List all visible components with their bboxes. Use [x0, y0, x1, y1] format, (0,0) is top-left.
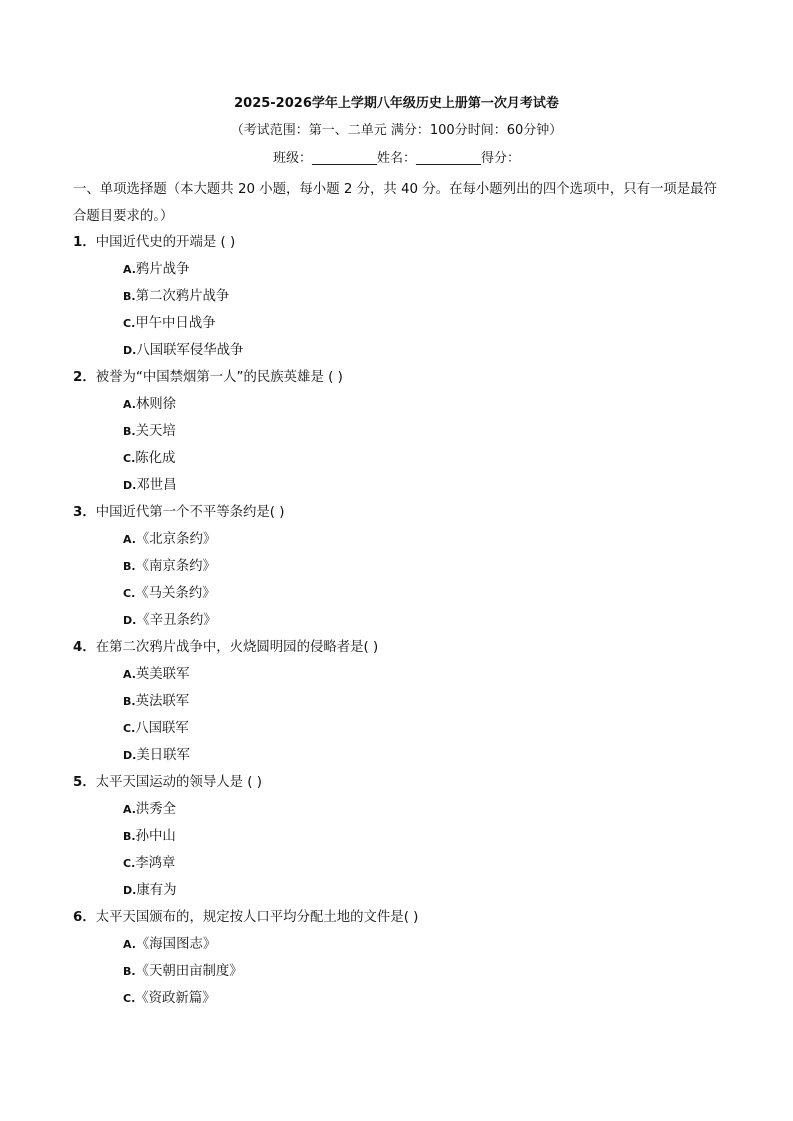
question-number: 2． [73, 370, 96, 385]
option-text: 关天培 [135, 424, 176, 439]
question-number: 3． [73, 505, 96, 520]
question-text: 在第二次鸦片战争中，火烧圆明园的侵略者是( ) [95, 640, 379, 655]
option-letter: A. [123, 668, 136, 681]
option-letter: A. [123, 938, 136, 951]
answer-option [73, 526, 723, 553]
option-letter: C. [123, 722, 136, 735]
exam-title: 2025-2026学年上学期八年级历史上册第一次月考试卷 [234, 96, 559, 111]
question-number: 5． [73, 775, 96, 790]
option-letter: C. [123, 452, 136, 465]
option-text: 八国联军 [135, 721, 189, 736]
option-text: 鸦片战争 [135, 262, 190, 277]
answer-option [73, 472, 723, 499]
answer-option [73, 607, 723, 634]
answer-option [73, 337, 723, 364]
question-stem [73, 904, 723, 931]
option-text: 李鸿章 [135, 856, 176, 871]
option-letter: A. [123, 398, 136, 411]
option-text: 《马关条约》 [135, 586, 216, 601]
option-text: 《天朝田亩制度》 [135, 964, 243, 979]
option-text: 《南京条约》 [135, 559, 216, 574]
question-item [73, 769, 723, 904]
option-text: 《资政新篇》 [135, 991, 216, 1006]
option-letter: D. [123, 344, 137, 357]
question-stem [73, 499, 723, 526]
question-item [73, 904, 723, 1012]
answer-option [73, 742, 723, 769]
option-text: 第二次鸦片战争 [135, 289, 230, 304]
question-item [73, 499, 723, 634]
question-text: 太平天国运动的领导人是 ( ) [95, 775, 262, 790]
option-text: 英美联军 [135, 667, 190, 682]
section-heading: 一、单项选择题（本大题共 20 小题，每小题 2 分，共 40 分。在每小题列出的四个选项中，只有一项是最符合题目要求的。） [73, 182, 717, 224]
option-letter: D. [123, 614, 137, 627]
question-item [73, 229, 723, 364]
question-text: 太平天国颁布的，规定按人口平均分配土地的文件是( ) [95, 910, 419, 925]
answer-option [73, 985, 723, 1012]
option-text: 八国联军侵华战争 [136, 343, 244, 358]
option-letter: C. [123, 587, 136, 600]
answer-option [73, 715, 723, 742]
answer-option [73, 796, 723, 823]
answer-option [73, 823, 723, 850]
answer-option [73, 877, 723, 904]
option-letter: C. [123, 317, 136, 330]
answer-option [73, 256, 723, 283]
option-text: 《海国图志》 [135, 937, 217, 952]
answer-option [73, 850, 723, 877]
option-text: 洪秀全 [135, 802, 177, 817]
option-letter: B. [123, 290, 136, 303]
answer-option [73, 445, 723, 472]
option-letter: D. [123, 884, 137, 897]
question-stem [73, 229, 723, 256]
question-stem [73, 364, 723, 391]
answer-option [73, 310, 723, 337]
answer-option [73, 580, 723, 607]
option-letter: C. [123, 992, 136, 1005]
question-list [73, 229, 723, 1012]
option-letter: B. [123, 425, 136, 438]
option-letter: B. [123, 965, 136, 978]
option-letter: D. [123, 749, 137, 762]
option-text: 陈化成 [135, 451, 176, 466]
option-letter: B. [123, 560, 136, 573]
question-stem [73, 769, 723, 796]
option-text: 孙中山 [135, 829, 176, 844]
question-item [73, 634, 723, 769]
option-letter: A. [123, 263, 136, 276]
option-text: 甲午中日战争 [135, 316, 216, 331]
option-letter: C. [123, 857, 136, 870]
answer-option [73, 931, 723, 958]
student-info-line: 班级：__________姓名：__________得分： [272, 151, 520, 166]
option-letter: A. [123, 803, 136, 816]
option-text: 美日联军 [136, 748, 190, 763]
option-text: 《辛丑条约》 [136, 613, 217, 628]
answer-option [73, 958, 723, 985]
option-letter: A. [123, 533, 136, 546]
answer-option [73, 553, 723, 580]
question-number: 4． [73, 640, 96, 655]
option-text: 康有为 [136, 883, 177, 898]
option-text: 邓世昌 [136, 478, 177, 493]
option-text: 英法联军 [135, 694, 190, 709]
option-letter: D. [123, 479, 137, 492]
answer-option [73, 283, 723, 310]
question-text: 中国近代史的开端是 ( ) [95, 235, 236, 250]
answer-option [73, 661, 723, 688]
answer-option [73, 688, 723, 715]
question-number: 1． [73, 235, 96, 250]
option-letter: B. [123, 830, 136, 843]
exam-subtitle: （考试范围：第一、二单元 满分：100分时间：60分钟） [230, 123, 563, 138]
question-stem [73, 634, 723, 661]
option-text: 《北京条约》 [135, 532, 217, 547]
question-text: 被誉为“中国禁烟第一人”的民族英雄是 ( ) [95, 370, 343, 385]
question-text: 中国近代第一个不平等条约是( ) [95, 505, 285, 520]
question-number: 6． [73, 910, 96, 925]
option-text: 林则徐 [135, 397, 177, 412]
option-letter: B. [123, 695, 136, 708]
answer-option [73, 418, 723, 445]
question-item [73, 364, 723, 499]
answer-option [73, 391, 723, 418]
